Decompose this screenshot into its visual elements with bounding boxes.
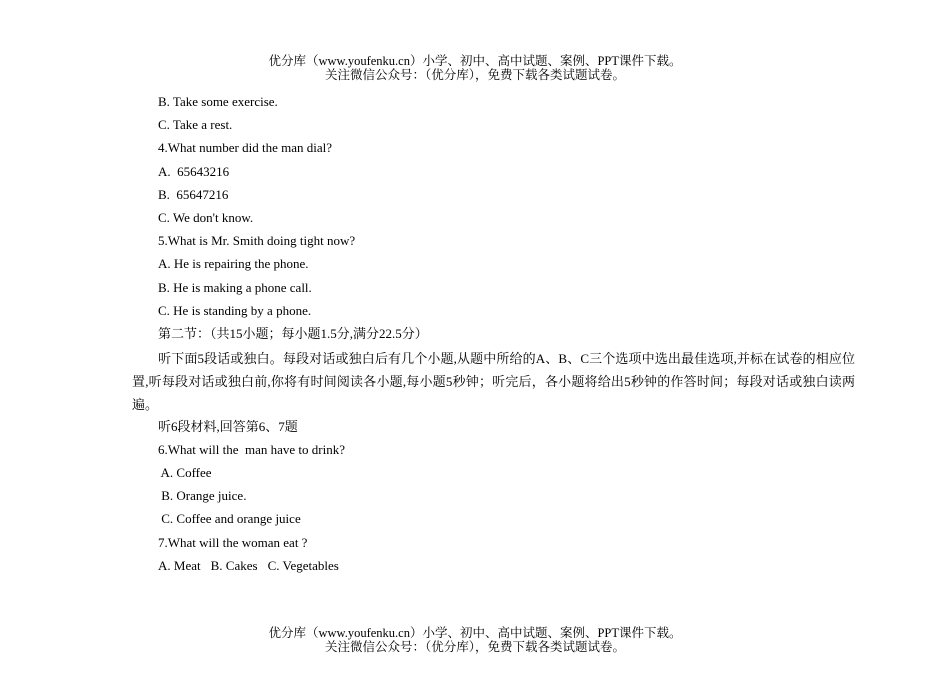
header-line-1: 优分库（www.youfenku.cn）小学、初中、高中试题、案例、PPT课件下载。 xyxy=(268,54,682,68)
q5-question: 5.What is Mr. Smith doing tight now? xyxy=(158,233,356,249)
q5-option-c: C. He is standing by a phone. xyxy=(158,302,312,318)
footer-line-1: 优分库（www.youfenku.cn）小学、初中、高中试题、案例、PPT课件下载。 xyxy=(268,626,682,640)
footer-line-2: 关注微信公众号：（优分库），免费下载各类试题试卷。 xyxy=(324,640,625,654)
q6-question: 6.What will the man have to drink? xyxy=(158,441,346,457)
document-body xyxy=(132,92,855,579)
section-2-instructions-text: 听下面5段话或独白。每段对话或独白后有几个小题,从题中所给的A、B、C三个选项中选出最佳选项,并标在试卷的相应位置,听每段对话或独白前,你将有时间阅读各小题,每小题5秒钟；听完后，各小题将给出5秒钟的作答时间；每段对话或独白读两遍。 xyxy=(132,351,855,413)
section-2-instructions xyxy=(132,347,855,417)
q5-option-a: A. He is repairing the phone. xyxy=(158,256,309,272)
material-6-heading: 听6段材料,回答第6、7题 xyxy=(158,418,298,434)
q6-option-a: A. Coffee xyxy=(158,465,212,481)
q7-question: 7.What will the woman eat ? xyxy=(158,534,308,550)
q3-option-b: B. Take some exercise. xyxy=(158,94,278,109)
page-footer xyxy=(0,626,950,654)
header-line-2: 关注微信公众号：（优分库），免费下载各类试题试卷。 xyxy=(324,68,625,82)
q3-option-c: C. Take a rest. xyxy=(158,117,233,133)
q7-option-c: C. Vegetables xyxy=(267,557,339,573)
q4-question: 4.What number did the man dial? xyxy=(158,140,333,156)
q7-options xyxy=(158,556,855,579)
section-2-title: 第二节：（共15小题；每小题1.5分,满分22.5分） xyxy=(158,325,428,341)
q7-option-a: A. Meat xyxy=(158,557,201,573)
q4-option-a: A. 65643216 xyxy=(158,163,230,179)
q5-option-b: B. He is making a phone call. xyxy=(158,279,312,295)
q4-option-b: B. 65647216 xyxy=(158,186,229,202)
q7-option-b: B. Cakes xyxy=(210,557,258,573)
q6-option-c: C. Coffee and orange juice xyxy=(158,511,301,527)
q6-option-b: B. Orange juice. xyxy=(158,488,247,504)
q4-option-c: C. We don't know. xyxy=(158,209,254,225)
page-header xyxy=(0,54,950,82)
